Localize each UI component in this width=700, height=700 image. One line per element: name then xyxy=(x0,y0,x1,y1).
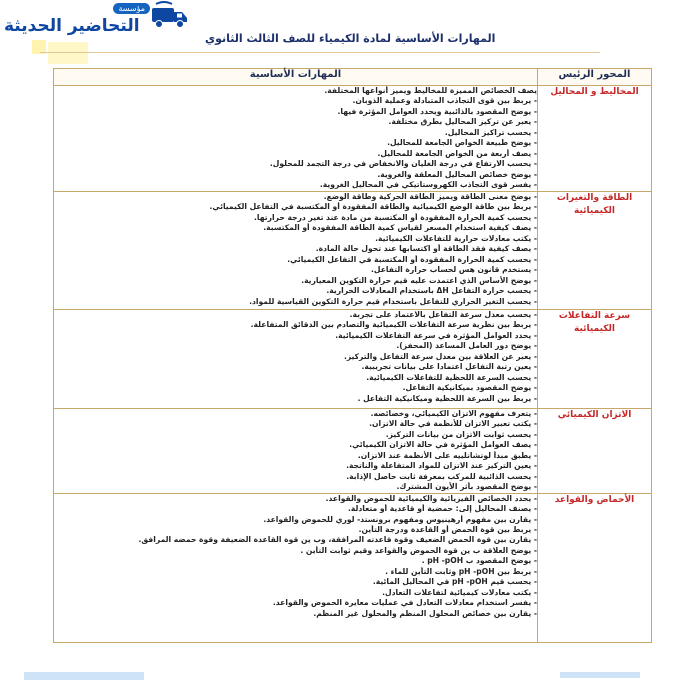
skill-item: - يحسب السرعة اللحظية للتفاعلات الكيميائية. xyxy=(366,372,537,382)
skill-item: - يحدد العوامل المؤثرة في سرعة التفاعلات الكيميائية. xyxy=(335,330,537,340)
skill-item: - يفسر استخدام معادلات التعادل في عمليات معايرة الحموض والقواعد. xyxy=(272,598,537,608)
skill-item: - يكتب معادلات كيميائية لتفاعلات التعادل. xyxy=(382,587,537,597)
skills-cell xyxy=(54,493,538,642)
table-row xyxy=(54,493,652,642)
skill-item: - يصف كيفية استخدام المسعر لقياس كمية الطاقة المفقودة أو المكتسبة. xyxy=(263,223,537,233)
skill-item: - يربط بين السرعة اللحظية وميكانيكية التفاعل . xyxy=(357,393,537,403)
table-header-row xyxy=(54,69,652,86)
decorative-bar xyxy=(24,672,144,680)
skill-item: - يحسب كمية الحرارة المفقودة أو المكتسبة في التفاعل الكيميائي. xyxy=(287,254,537,264)
skill-item: - يعين رتبة التفاعل اعتمادا على بيانات تجريبية. xyxy=(361,362,537,372)
decorative-bar xyxy=(560,672,640,678)
skill-item: - يربط بين طاقة الوضع الكيميائية والطاقة المفقودة أو المكتسبة في التفاعل الكيميائي. xyxy=(209,202,537,212)
skill-item: - يصف كيفية فقد الطاقة أو اكتسابها عند تحول حالة المادة. xyxy=(315,244,537,254)
skill-item: - يربط بين نظرية سرعة التفاعلات الكيميائية والتصادم بين الدقائق المتفاعلة. xyxy=(250,320,537,330)
skill-item: - يوضح العلاقة ب ين قوة الحموض والقواعد وقيم ثوابت التأين . xyxy=(300,545,537,555)
logo-title: التحاضير الحديثة xyxy=(4,16,140,36)
skill-item: - يوضح الأساس الذي اعتمدت عليه قيم حرارة التكوين المعيارية. xyxy=(301,275,537,285)
skill-item: - يقارن بين خصائص المحلول المنظم والمحلول غير المنظم. xyxy=(313,608,537,618)
delivery-truck-icon xyxy=(150,0,190,34)
skill-item: - يحسب ثوابت الاتزان من بيانات التركيز. xyxy=(385,429,537,439)
skill-item: - يستخدم قانون هس لحساب حرارة التفاعل. xyxy=(371,265,537,275)
skills-cell xyxy=(54,192,538,310)
skill-item: - يصف العوامل المؤثرة في حالة الاتزان الكيميائي. xyxy=(349,440,537,450)
skill-item: - يحسب كمية الحرارة المفقودة أو المكتسبة من مادة عند تغير درجة حرارتها. xyxy=(254,212,537,222)
skill-item: - يربط بين pH -pOH وثابت التأين للماء . xyxy=(385,566,537,576)
skill-item: - يتعرف مفهوم الاتزان الكيميائي، وخصائصه. xyxy=(370,409,537,418)
title-divider xyxy=(40,52,600,53)
skill-item: - يوضح دور العامل المساعد (المحفز). xyxy=(396,341,537,351)
table-row xyxy=(54,409,652,494)
skill-item: - يوضح طبيعة الخواص الجامعة للمحاليل. xyxy=(387,138,537,148)
skill-item: - يعبر عن تركيز المحاليل بطرق مختلفة. xyxy=(388,117,537,127)
skill-item: - يحدد الخصائص الفيزيائية والكيميائية للحموض والقواعد. xyxy=(325,493,537,503)
decorative-square xyxy=(48,42,88,64)
skill-item: - يوضح معنى الطاقة ويميز الطاقة الحركية وطاقة الوضع. xyxy=(323,192,537,201)
skill-item: يصف الخصائص المميزة للمخاليط ويميز أنواعها المختلفة. xyxy=(324,86,537,95)
skill-item: - يطبق مبدأ لوتشاتلييه على الأنظمة عند الاتزان. xyxy=(357,450,537,460)
skills-cell xyxy=(54,86,538,192)
axis-column-header: المحور الرئيس xyxy=(538,69,652,86)
skill-item: - يكتب تعبير الاتزان للأنظمة في حالة الاتزان. xyxy=(369,419,537,429)
axis-cell: الاتزان الكيميائي xyxy=(538,409,652,494)
skill-item: - يحسب تراكيز المحاليل. xyxy=(444,127,537,137)
skill-item: - يحسب الذائبية للمركب بمعرفة ثابت حاصل الإذابة. xyxy=(346,471,537,481)
skills-column-header: المهارات الأساسية xyxy=(54,69,538,86)
axis-cell: الأحماض والقواعد xyxy=(538,493,652,642)
skill-item: - يوضح المقصود بأثر الأيون المشترك. xyxy=(396,482,537,492)
skill-item: - يصنف المحاليل إلى: حمضية أو قاعدية أو متعادلة. xyxy=(348,504,537,514)
skills-table xyxy=(53,68,652,643)
skill-item: - يحسب التغير الحراري للتفاعل باستخدام قيم حرارة التكوين القياسية للمواد. xyxy=(249,296,537,306)
skill-item: - يفسر قوى التجاذب الكهروستاتيكي في المحاليل الغروية. xyxy=(319,180,537,190)
skill-item: - يوضح المقصود ب pH -pOH . xyxy=(421,556,537,566)
skill-item: - يحسب حرارة التفاعل ΔH باستخدام المعادلات الحرارية. xyxy=(326,286,537,296)
skill-item: - يقارن بين مفهوم أرهينيوس ومفهوم برونستد- لوري للحموض والقواعد. xyxy=(263,514,537,524)
skill-item: - يكتب معادلات حرارية للتفاعلات الكيميائية. xyxy=(375,233,537,243)
skill-item: - يوضح خصائص المحاليل المعلقة والغروية. xyxy=(377,169,537,179)
skill-item: - يعبر عن العلاقة بين معدل سرعة التفاعل والتركيز. xyxy=(343,351,537,361)
skill-item: - يعين التركيز عند الاتزان للمواد المتفاعلة والناتجة. xyxy=(346,461,537,471)
skill-item: - يحسب الارتفاع في درجة الغليان والانخفاض في درجة التجمد للمحلول. xyxy=(269,159,537,169)
skill-item: - يربط بين قوة الحمض أو القاعدة ودرجة التأين. xyxy=(358,524,537,534)
skills-cell xyxy=(54,409,538,494)
skill-item: - يقارن بين قوة الحمض الضعيف وقوة قاعدته المرافقة، وب ين قوة القاعدة الضعيفة وقوة حمضه المرافق. xyxy=(138,535,537,545)
axis-cell: سرعة التفاعلات الكيميائية xyxy=(538,310,652,409)
table-row xyxy=(54,192,652,310)
table-row xyxy=(54,86,652,192)
brand-logo xyxy=(0,0,200,46)
axis-cell: المخاليط و المحاليل xyxy=(538,86,652,192)
skills-cell xyxy=(54,310,538,409)
table-row xyxy=(54,310,652,409)
axis-cell: الطاقة والتغيرات الكيميائية xyxy=(538,192,652,310)
logo-subtitle: مؤسسة xyxy=(113,3,150,14)
skill-item: - يصف أربعة من الخواص الجامعة للمحاليل. xyxy=(377,148,537,158)
skill-item: - يوضح المقصود بالذائبية ويحدد العوامل المؤثرة فيها. xyxy=(337,106,537,116)
skill-item: - يحسب معدل سرعة التفاعل بالاعتماد على تجربة. xyxy=(349,310,537,319)
page-title: المهارات الأساسية لمادة الكيمياء للصف الثالث الثانوي xyxy=(205,32,496,45)
skill-item: - يربط بين قوى التجاذب المتبادلة وعملية الذوبان. xyxy=(352,96,537,106)
skill-item: - يحسب قيم pH -pOH في المحاليل المائية. xyxy=(372,577,537,587)
skill-item: - يوضح المقصود بميكانيكية التفاعل. xyxy=(402,383,537,393)
